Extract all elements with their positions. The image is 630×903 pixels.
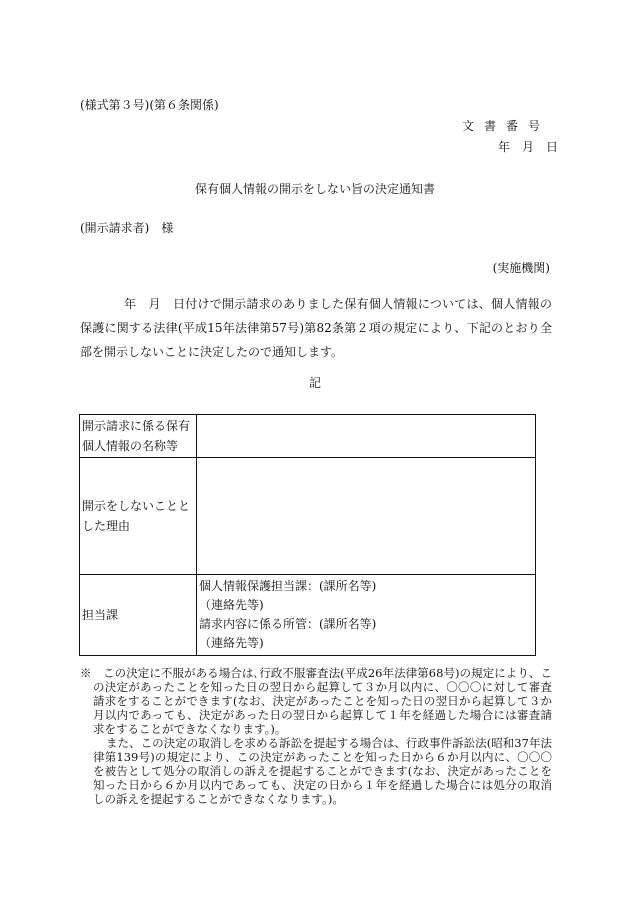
appeal-note xyxy=(80,666,552,806)
form-number: (様式第３号)(第６条関係) xyxy=(80,98,219,112)
table-row xyxy=(80,415,536,458)
table-row xyxy=(80,458,536,575)
appeal-note-review: ※ この決定に不服がある場合は､行政不服審査法(平成26年法律第68号)の規定により、この決定があったことを知った日の翌日から起算して３か月以内に、〇〇〇に対して審査請求をすることができます(なお、決定があったことを知った日の翌日から起算して３か月以内であっても、決定があった日の翌日から起算して１年を経過した場合には審査請求をすることができなくなります。)。 xyxy=(80,666,552,736)
addressee: (開示請求者) 様 xyxy=(80,221,174,235)
table-row xyxy=(80,575,536,656)
personal-info-name-cell xyxy=(197,415,536,458)
ki-heading: 記 xyxy=(308,376,321,390)
document-number-label: 文書番号 xyxy=(461,119,550,133)
contact-line: （連絡先等) xyxy=(199,598,264,612)
document-date-label: 年 月 日 xyxy=(497,140,558,154)
appeal-note-lawsuit: また、この決定の取消しを求める訴訟を提起する場合は、行政事件訴訟法(昭和37年法律第139号)の規定により、この決定があったことを知った日から６か月以内に、〇〇〇を被告として処分の取消しの訴えを提起することができます(なお、決定があったことを知った日から６か月以内であっても、決定の日から１年を経過した場合には処分の取消しの訴えを提起することができなくなります。)。 xyxy=(93,736,552,806)
contact-line: （連絡先等) xyxy=(199,636,264,650)
non-disclosure-reason-label: 開示をしないこととした理由 xyxy=(80,458,197,575)
contact-line: 個人情報保護担当課：(課所名等) xyxy=(199,579,377,593)
implementing-agency: (実施機関) xyxy=(492,261,550,275)
details-table xyxy=(79,414,536,656)
body-paragraph: 年 月 日付けで開示請求のありました保有個人情報については、個人情報の保護に関する法律(平成15年法律第57号)第82条第２項の規定により、下記のとおり全部を開示しないことに決定したので通知します。 xyxy=(80,297,552,359)
personal-info-name-label: 開示請求に係る保有個人情報の名称等 xyxy=(80,415,197,458)
contact-line: 請求内容に係る所管：(課所名等) xyxy=(199,617,377,631)
department-label: 担当課 xyxy=(80,575,197,656)
document-title: 保有個人情報の開示をしない旨の決定通知書 xyxy=(194,182,435,196)
non-disclosure-reason-cell xyxy=(197,458,536,575)
department-contacts-cell xyxy=(197,575,536,656)
